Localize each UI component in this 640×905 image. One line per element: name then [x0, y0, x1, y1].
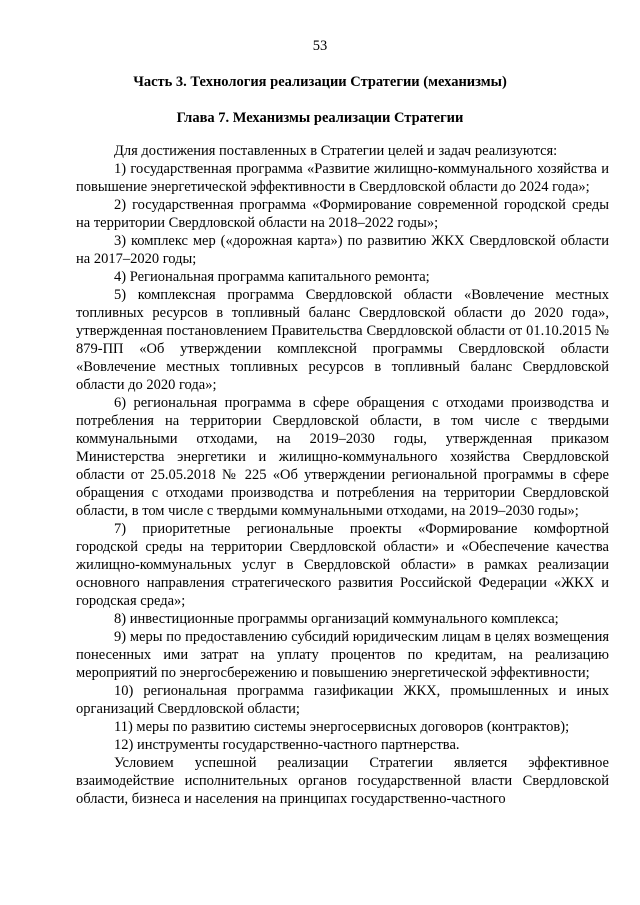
- list-item: 7) приоритетные региональные проекты «Формирование комфортной городской среды на территории Свердловской области» и «Обеспечение качества жилищно-коммунальных услуг в Свердловской области» в рамках реализации основного направления стратегического развития Российской Федерации «ЖКХ и городская среда»;: [76, 521, 609, 609]
- list-item: 11) меры по развитию системы энергосервисных договоров (контрактов);: [114, 719, 570, 735]
- list-item: 1) государственная программа «Развитие жилищно-коммунального хозяйства и повышение энергетической эффективности в Свердловской области до 2024 года»;: [76, 161, 609, 195]
- list-item: 2) государственная программа «Формирование современной городской среды на территории Свердловской области на 2018–2022 годы»;: [76, 197, 609, 231]
- list-item: 12) инструменты государственно-частного партнерства.: [114, 737, 460, 753]
- body-text: [76, 142, 609, 808]
- list-item: 8) инвестиционные программы организаций коммунального комплекса;: [114, 611, 559, 627]
- list-item: 6) региональная программа в сфере обращения с отходами производства и потребления на территории Свердловской области, в том числе с твердыми коммунальными отходами, на 2019–2030 годы, утвержденная приказом Министерства энергетики и жилищно-коммунального хозяйства Свердловской области от 25.05.2018 № 225 «Об утверждении региональной программы в сфере обращения с отходами производства и потребления на территории Свердловской области, в том числе с твердыми коммунальными отходами, на 2019–2030 годы»;: [76, 395, 609, 519]
- list-item: 5) комплексная программа Свердловской области «Вовлечение местных топливных ресурсов в топливный баланс Свердловской области до 2020 года», утвержденная постановлением Правительства Свердловской области от 01.10.2015 № 879-ПП «Об утверждении комплексной программы Свердловской области «Вовлечение местных топливных ресурсов в топливный баланс Свердловской области до 2020 года»;: [76, 287, 609, 393]
- intro-paragraph: Для достижения поставленных в Стратегии целей и задач реализуются:: [114, 143, 558, 159]
- list-item: 9) меры по предоставлению субсидий юридическим лицам в целях возмещения понесенных ими затрат на уплату процентов по кредитам, на реализацию мероприятий по энергосбережению и повышению энергетической эффективности;: [76, 629, 609, 681]
- list-item: 10) региональная программа газификации ЖКХ, промышленных и иных организаций Свердловской области;: [76, 683, 609, 717]
- part-heading: Часть 3. Технология реализации Стратегии (механизмы): [133, 74, 507, 90]
- list-item: 4) Региональная программа капитального ремонта;: [114, 269, 430, 285]
- chapter-heading: Глава 7. Механизмы реализации Стратегии: [176, 110, 464, 126]
- list-item: 3) комплекс мер («дорожная карта») по развитию ЖКХ Свердловской области на 2017–2020 годы;: [76, 233, 609, 267]
- closing-paragraph: Условием успешной реализации Стратегии является эффективное взаимодействие исполнительных органов государственной власти Свердловской области, бизнеса и населения на принципах государственно-частного: [76, 755, 609, 807]
- page-number: 53: [312, 38, 328, 54]
